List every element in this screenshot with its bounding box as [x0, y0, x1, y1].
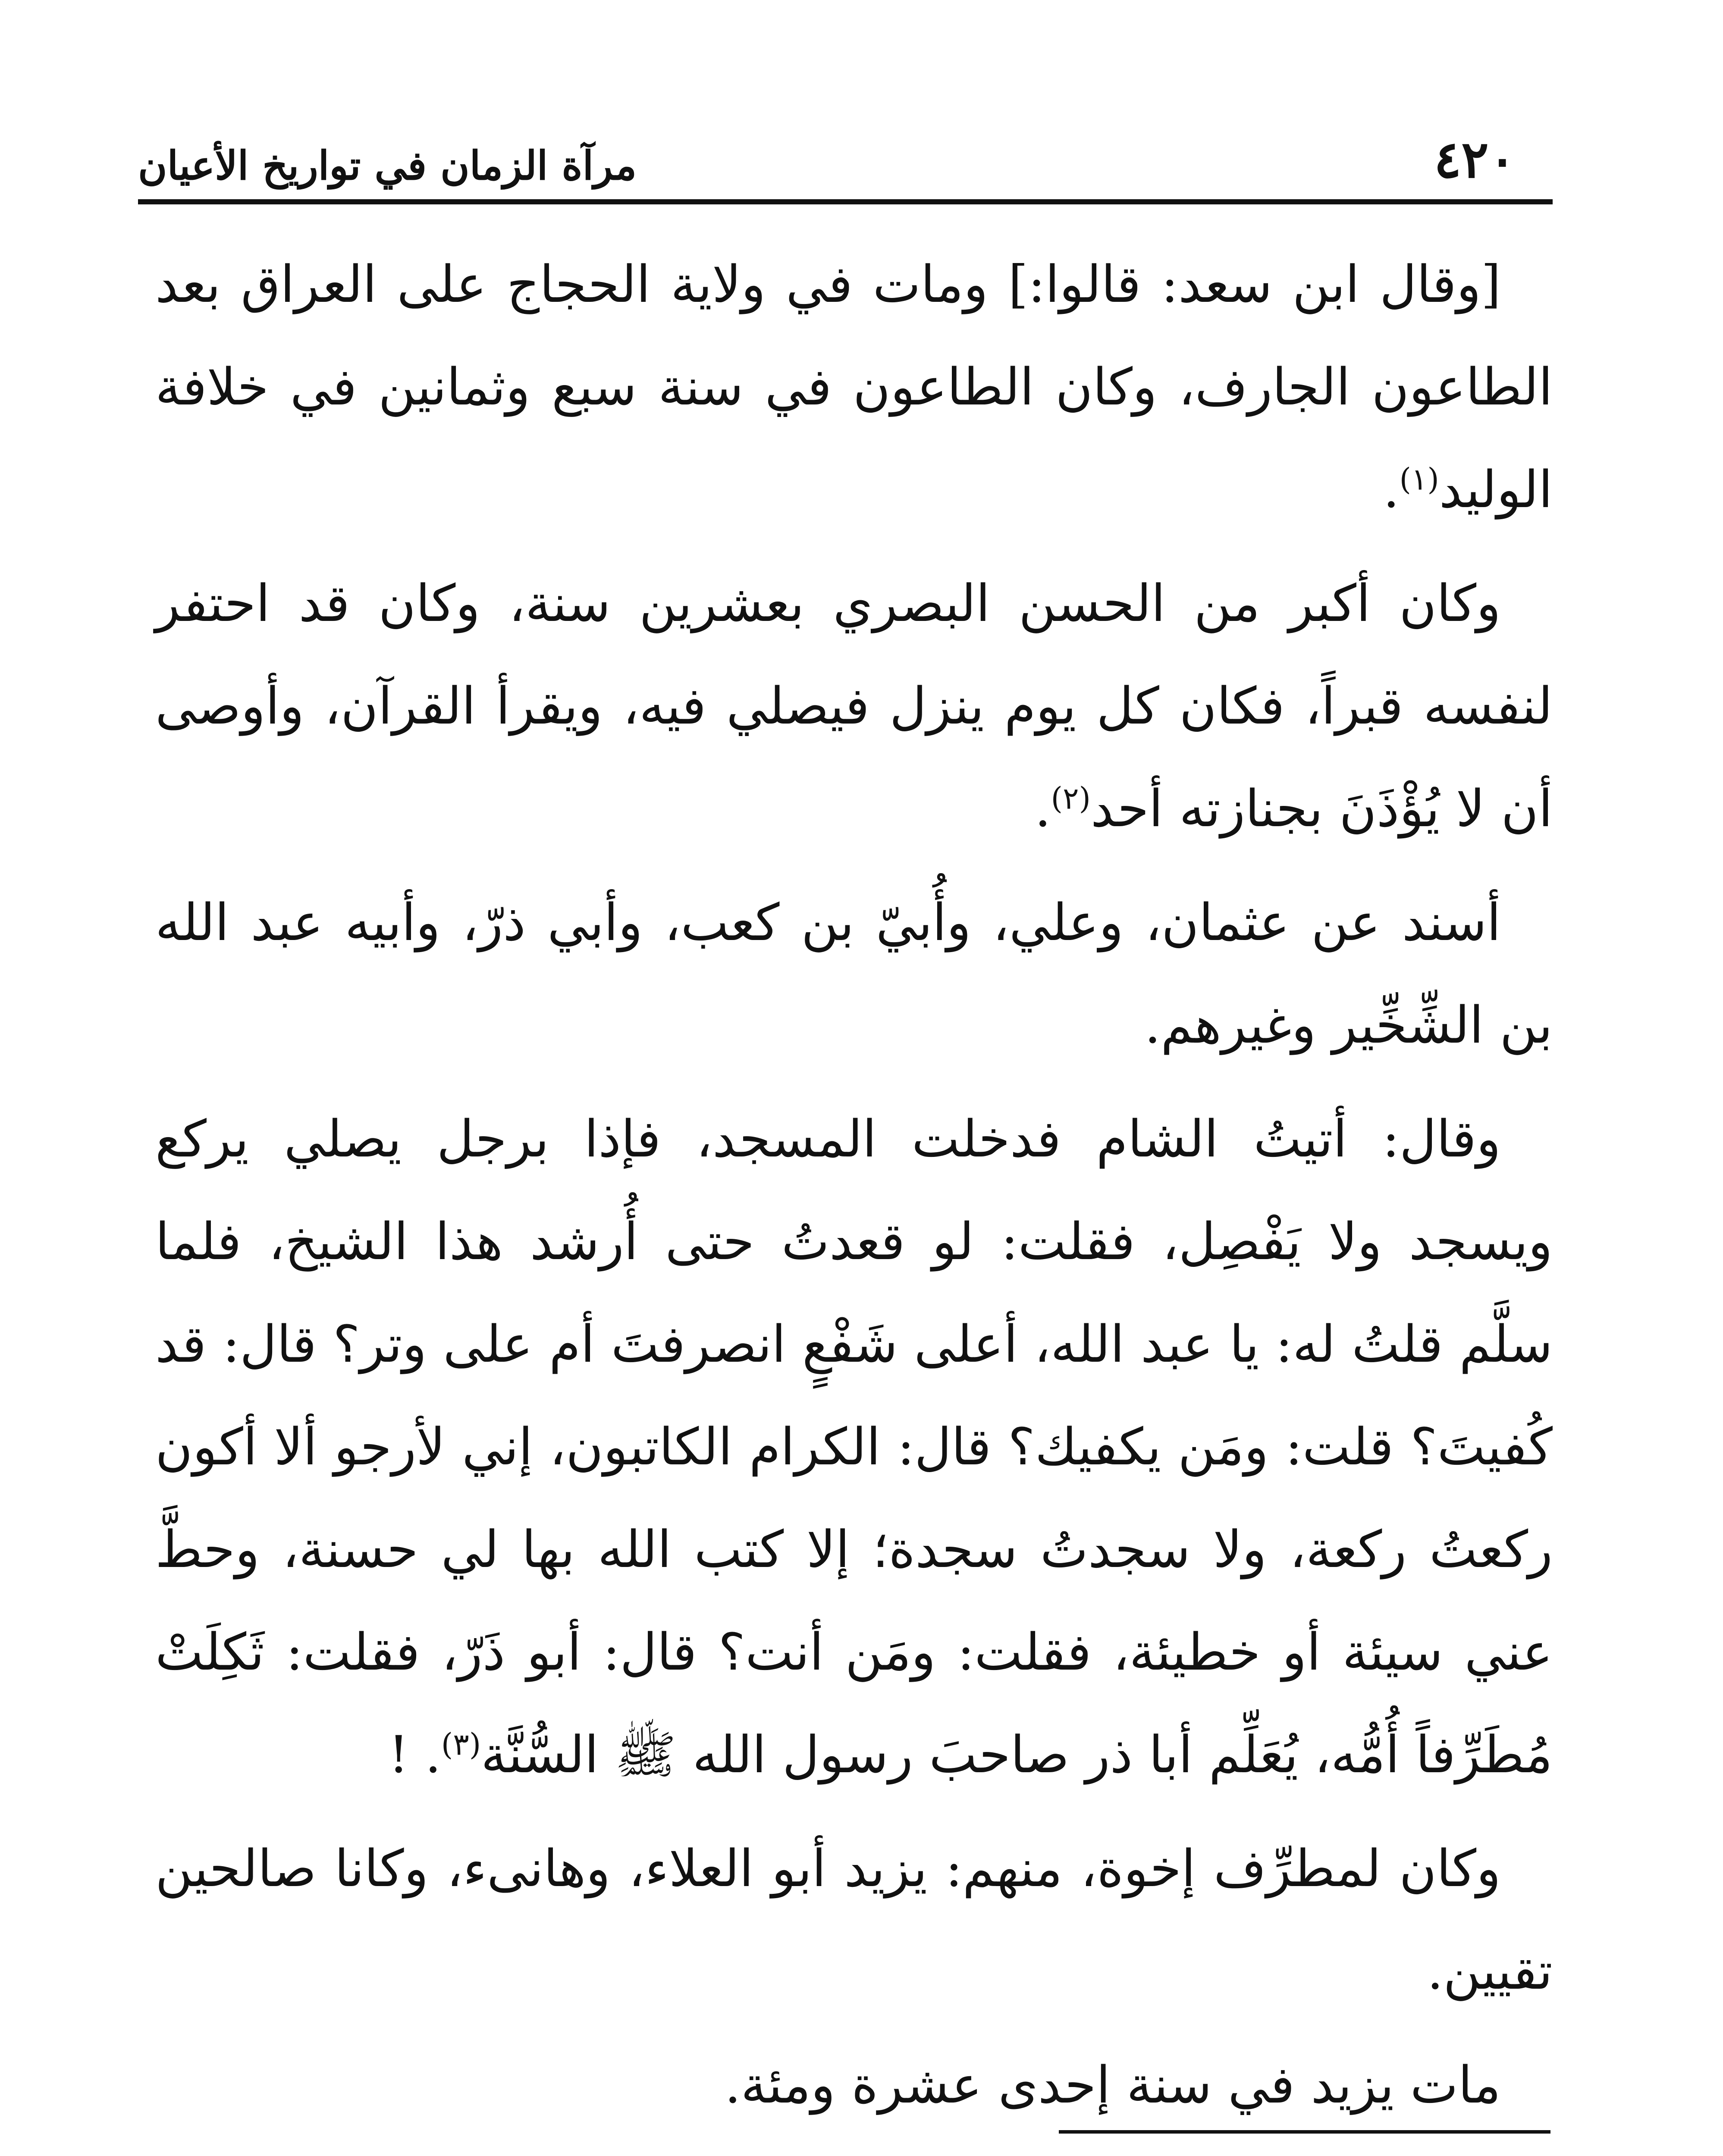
paragraph: وكان أكبر من الحسن البصري بعشرين سنة، وكان قد احتفر لنفسه قبراً، فكان كل يوم ينزل فيصلي فيه، ويقرأ القرآن، وأوصى أن لا يُؤْذَنَ بجنازته أحد$^{(٢)}$. [155, 573, 1553, 838]
paragraph: مات يزيد في سنة إحدى عشرة ومئة. [725, 2055, 1501, 2115]
main-text [155, 233, 1553, 2156]
page-number: ٤٢٠ [1434, 129, 1516, 189]
paragraph [155, 1087, 1553, 1806]
paragraph-tail: . ! [388, 1725, 441, 1784]
running-header-title: مرآة الزمان في تواريخ الأعيان [138, 142, 637, 189]
paragraph-text: وقال: أتيتُ الشام فدخلت المسجد، فإذا برجل يصلي يركع ويسجد ولا يَفْصِل، فقلت: لو قعدتُ حتى أُرشد هذا الشيخ، فلما سلَّم قلتُ له: يا عبد الله، أعلى شَفْعٍ انصرفتَ أم على وتر؟ قال: قد كُفيتَ؟ قلت: ومَن يكفيك؟ قال: الكرام الكاتبون، إني لأرجو ألا أكون ركعتُ ركعة، ولا سجدتُ سجدة؛ إلا كتب الله بها لي حسنة، وحطَّ عني سيئة أو خطيئة، فقلت: ومَن أنت؟ قال: أبو ذَرّ، فقلت: ثَكِلَتْ مُطَرِّفاً أُمُّه، يُعَلِّم أبا ذر صاحبَ رسول الله ﷺ السُّنَّة [155, 1109, 1553, 1784]
paragraph: وكان لمطرِّف إخوة، منهم: يزيد أبو العلاء، وهانىء، وكانا صالحين تقيين. [155, 1839, 1553, 2001]
paragraph-text: وكان أكبر من الحسن البصري بعشرين سنة، وكان قد احتفر لنفسه قبراً، فكان كل يوم ينزل فيصلي فيه، ويقرأ القرآن، وأوصى أن لا يُؤْذَنَ بجنازته أحد [155, 573, 1553, 838]
footnote-ref: (١) [1399, 461, 1439, 497]
paragraph-text: [وقال ابن سعد: قالوا:] ومات في ولاية الحجاج على العراق بعد الطاعون الجارف، وكان الطاعون في سنة سبع وثمانين في خلافة الوليد [155, 254, 1553, 519]
footnote-ref: (٢) [1051, 780, 1091, 816]
paragraph [155, 2147, 1553, 2156]
paragraph: أسند عن عثمان، وعلي، وأُبيّ بن كعب، وأبي ذرّ، وأبيه عبد الله بن الشِّخِّير وغيرهم. [155, 893, 1553, 1055]
footnote-rule [1059, 2130, 1550, 2134]
footnote-ref: (٣) [441, 1727, 481, 1762]
header-rule [138, 199, 1553, 204]
paragraph: [وقال ابن سعد: قالوا:] ومات في ولاية الحجاج على العراق بعد الطاعون الجارف، وكان الطاعون في سنة سبع وثمانين في خلافة الوليد$^{(١)}$. [155, 254, 1553, 519]
